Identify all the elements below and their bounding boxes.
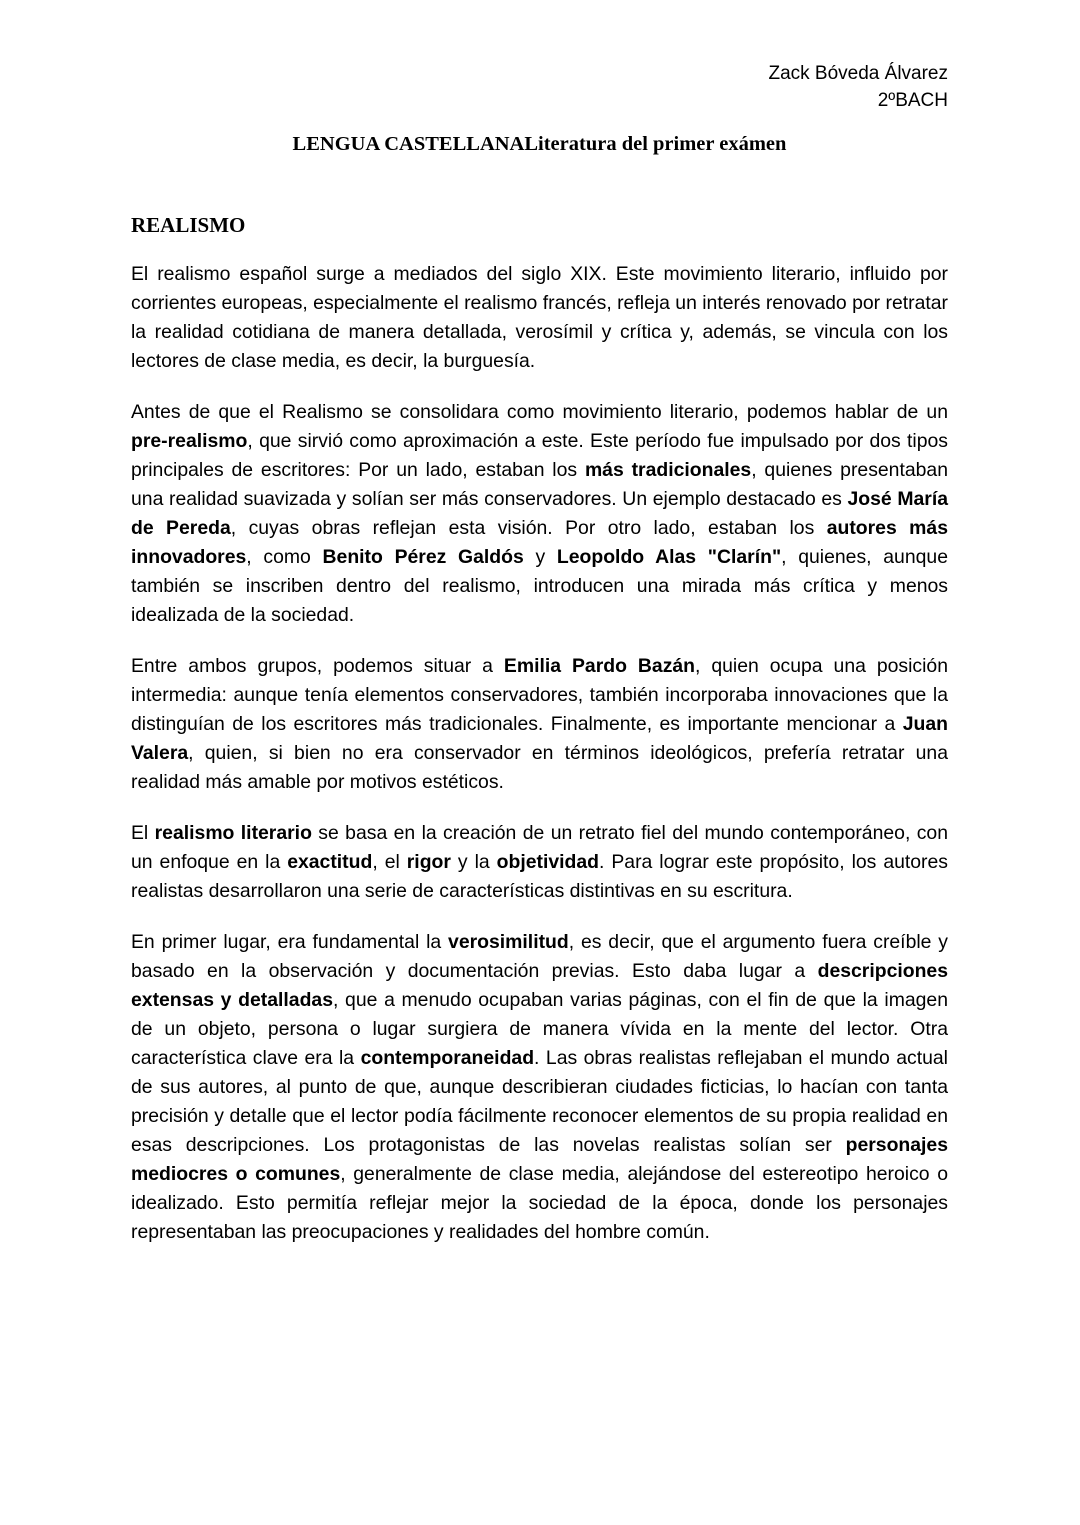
text-run: , como: [246, 546, 323, 568]
text-run: En primer lugar, era fundamental la: [131, 931, 449, 953]
text-run: Antes de que el Realismo se consolidara como movimiento literario, podemos hablar de un: [131, 401, 948, 423]
text-run: , quienes, aunque también se inscriben dentro del realismo, introducen una mirada más crítica y menos idealizada de la sociedad.: [131, 546, 948, 626]
text-run: . Las obras realistas reflejaban el mundo actual de sus autores, al punto de que, aunque describieran ciudades ficticias, lo hacían con tanta precisión y detalle que el lector podía fácilmente reconocer elementos de su propia realidad en esas descripciones. Los protagonistas de las novelas realistas solían ser: [131, 1047, 948, 1156]
text-run: , que a menudo ocupaban varias páginas, con el fin de que la imagen de un objeto, persona o lugar surgiera de manera vívida en la mente del lector. Otra característica clave era la: [131, 989, 948, 1069]
text-run: , es decir, que el argumento fuera creíble y basado en la observación y documentación previas. Esto daba lugar a: [131, 931, 948, 982]
author-name: Zack Bóveda Álvarez: [768, 63, 948, 84]
text-run: , generalmente de clase media, alejándose del estereotipo heroico o idealizado. Esto permitía reflejar mejor la sociedad de la época, donde los personajes representaban las preocupaciones y realidades del hombre común.: [131, 1163, 948, 1243]
text-run: Entre ambos grupos, podemos situar a: [131, 655, 504, 677]
bold-term: Emilia Pardo Bazán: [503, 655, 696, 677]
paragraph-3: [131, 652, 948, 797]
author-block: [131, 60, 948, 114]
bold-term: más tradicionales: [584, 459, 752, 481]
bold-term: rigor: [406, 851, 451, 873]
bold-term: verosimilitud: [448, 931, 569, 953]
text-run: , quien ocupa una posición intermedia: aunque tenía elementos conservadores, también incorporaba innovaciones que la distinguían de los escritores más tradicionales. Finalmente, es importante mencionar a: [131, 655, 948, 735]
text-run: y: [523, 546, 557, 568]
section-heading: REALISMO: [131, 213, 246, 237]
bold-term: descripciones extensas y detalladas: [131, 960, 948, 1011]
text-run: , quienes presentaban una realidad suavizada y solían ser más conservadores. Un ejemplo destacado es: [131, 459, 948, 510]
text-run: se basa en la creación de un retrato fiel del mundo contemporáneo, con un enfoque en la: [131, 822, 948, 873]
bold-term: autores más innovadores: [131, 517, 948, 568]
text-run: y la: [450, 851, 497, 873]
paragraph-2: [131, 398, 948, 630]
bold-term: pre-realismo: [131, 430, 248, 452]
bold-term: personajes mediocres o comunes: [131, 1134, 948, 1185]
text-run: , el: [372, 851, 407, 873]
text-run: , cuyas obras reflejan esta visión. Por otro lado, estaban los: [230, 517, 827, 539]
document-title: LENGUA CASTELLANALiteratura del primer exámen: [292, 133, 787, 155]
bold-term: Leopoldo Alas "Clarín": [556, 546, 782, 568]
bold-term: Juan Valera: [131, 713, 948, 764]
bold-term: José María de Pereda: [131, 488, 948, 539]
bold-term: exactitud: [287, 851, 373, 873]
paragraph-5: [131, 928, 948, 1247]
text-run: El realismo español surge a mediados del siglo XIX. Este movimiento literario, influido por corrientes europeas, especialmente el realismo francés, refleja un interés renovado por retratar la realidad cotidiana de manera detallada, verosímil y crítica y, además, se vincula con los lectores de clase media, es decir, la burguesía.: [131, 263, 948, 372]
paragraph-4: [131, 819, 948, 906]
text-run: , que sirvió como aproximación a este. Este período fue impulsado por dos tipos principales de escritores: Por un lado, estaban los: [131, 430, 948, 481]
bold-term: realismo literario: [154, 822, 312, 844]
bold-term: contemporaneidad: [360, 1047, 535, 1069]
course-label: 2ºBACH: [877, 90, 948, 111]
text-run: El: [131, 822, 155, 844]
bold-term: objetividad: [496, 851, 599, 873]
paragraph-1: [131, 260, 948, 376]
bold-term: Benito Pérez Galdós: [322, 546, 524, 568]
text-run: , quien, si bien no era conservador en términos ideológicos, prefería retratar una realidad más amable por motivos estéticos.: [131, 742, 948, 793]
document-page: [131, 60, 948, 1247]
text-run: . Para lograr este propósito, los autores realistas desarrollaron una serie de características distintivas en su escritura.: [131, 851, 948, 902]
